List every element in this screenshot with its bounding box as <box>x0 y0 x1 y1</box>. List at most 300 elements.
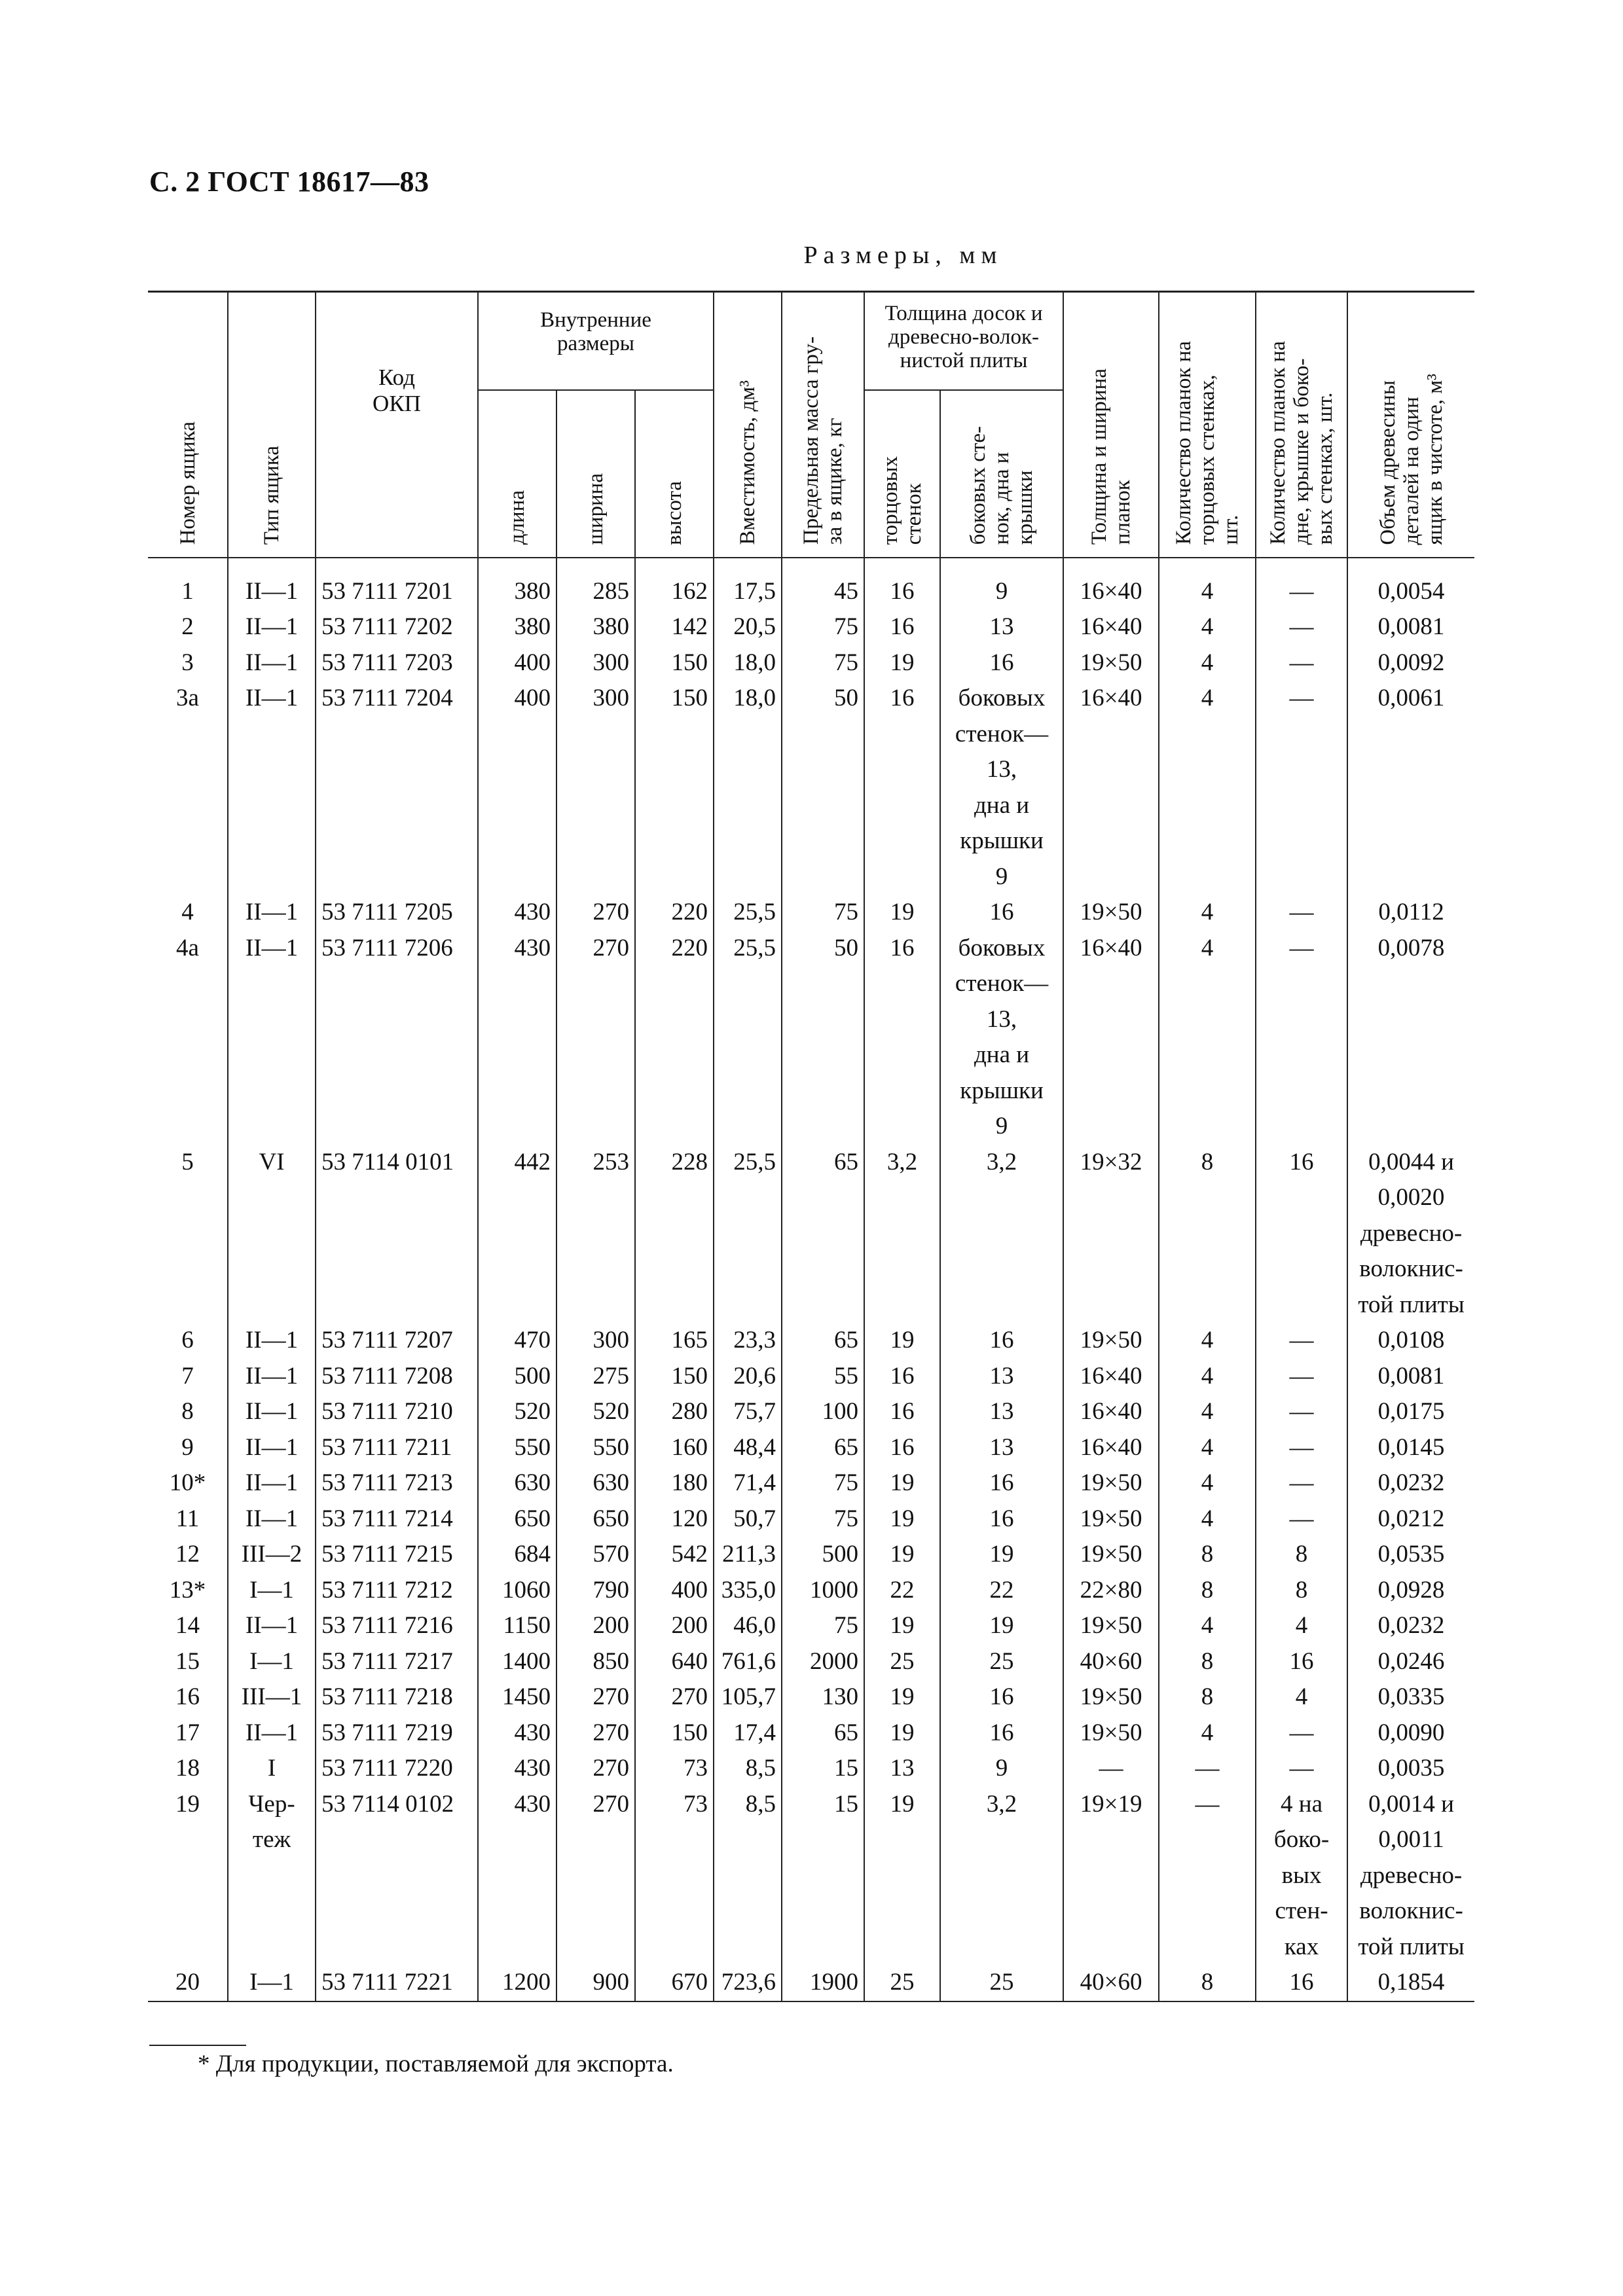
table-row <box>148 1430 1474 1466</box>
cell-h: 150 <box>635 1359 714 1395</box>
cell-type: II—1 <box>228 895 316 931</box>
cell-l: 470 <box>478 1323 556 1359</box>
cell-h: 220 <box>635 895 714 931</box>
cell-num: 19 <box>148 1787 228 1965</box>
cell-type: II—1 <box>228 1359 316 1395</box>
cell-w: 300 <box>556 645 635 681</box>
cell-h: 640 <box>635 1644 714 1680</box>
header-slats-end-walls: Количество планок на торцовых стенках, шт. <box>1159 292 1256 558</box>
cell-nside: — <box>1256 1394 1347 1430</box>
cell-vol: 0,0081 <box>1347 1359 1474 1395</box>
cell-mass: 65 <box>782 1145 864 1323</box>
cell-num: 5 <box>148 1145 228 1323</box>
cell-vol: 0,0246 <box>1347 1644 1474 1680</box>
cell-w: 285 <box>556 558 635 610</box>
cell-l: 400 <box>478 681 556 895</box>
cell-mass: 500 <box>782 1537 864 1573</box>
cell-tside: 19 <box>940 1608 1063 1644</box>
cell-nend: 4 <box>1159 1394 1256 1430</box>
cell-nside: — <box>1256 645 1347 681</box>
cell-h: 73 <box>635 1751 714 1787</box>
table-row <box>148 1537 1474 1573</box>
footnote: * Для продукции, поставляемой для экспорта. <box>198 2051 674 2077</box>
cell-okp: 53 7111 7212 <box>316 1573 478 1609</box>
cell-tend: 3,2 <box>864 1145 940 1323</box>
table-row <box>148 1608 1474 1644</box>
cell-type: II—1 <box>228 1430 316 1466</box>
cell-slat: 16×40 <box>1063 1394 1159 1430</box>
cell-l: 430 <box>478 1787 556 1965</box>
cell-slat: 19×50 <box>1063 1679 1159 1715</box>
cell-mass: 15 <box>782 1787 864 1965</box>
cell-nside: 16 <box>1256 1145 1347 1323</box>
cell-tside: 13 <box>940 609 1063 645</box>
cell-l: 1150 <box>478 1608 556 1644</box>
cell-slat: 19×50 <box>1063 895 1159 931</box>
cell-w: 550 <box>556 1430 635 1466</box>
table-row <box>148 1465 1474 1501</box>
cell-tend: 16 <box>864 931 940 1145</box>
cell-slat: 19×50 <box>1063 1715 1159 1751</box>
header-height: высота <box>635 390 714 558</box>
cell-cap: 20,5 <box>714 609 782 645</box>
cell-nside: 8 <box>1256 1573 1347 1609</box>
table-row <box>148 1644 1474 1680</box>
cell-h: 150 <box>635 645 714 681</box>
cell-slat: 40×60 <box>1063 1644 1159 1680</box>
cell-slat: 19×50 <box>1063 1323 1159 1359</box>
cell-tside: 9 <box>940 558 1063 610</box>
cell-cap: 335,0 <box>714 1573 782 1609</box>
cell-num: 9 <box>148 1430 228 1466</box>
cell-type: II—1 <box>228 681 316 895</box>
cell-cap: 46,0 <box>714 1608 782 1644</box>
cell-num: 3а <box>148 681 228 895</box>
cell-w: 300 <box>556 1323 635 1359</box>
cell-vol: 0,0145 <box>1347 1430 1474 1466</box>
cell-tend: 19 <box>864 1323 940 1359</box>
cell-okp: 53 7111 7221 <box>316 1965 478 2001</box>
cell-cap: 8,5 <box>714 1787 782 1965</box>
table-row <box>148 1501 1474 1537</box>
table-row <box>148 1573 1474 1609</box>
cell-h: 160 <box>635 1430 714 1466</box>
header-max-load-mass: Предельная масса гру- за в ящике, кг <box>782 292 864 558</box>
cell-nside: 16 <box>1256 1965 1347 2001</box>
cell-nend: 4 <box>1159 1608 1256 1644</box>
cell-type: I <box>228 1751 316 1787</box>
cell-nside: — <box>1256 895 1347 931</box>
cell-cap: 25,5 <box>714 1145 782 1323</box>
cell-nside: 4 <box>1256 1608 1347 1644</box>
cell-vol: 0,0061 <box>1347 681 1474 895</box>
table-body <box>148 558 1474 2001</box>
cell-nside: — <box>1256 1323 1347 1359</box>
cell-okp: 53 7111 7214 <box>316 1501 478 1537</box>
cell-cap: 20,6 <box>714 1359 782 1395</box>
cell-tside: 22 <box>940 1573 1063 1609</box>
cell-type: VI <box>228 1145 316 1323</box>
cell-l: 400 <box>478 645 556 681</box>
cell-nend: 8 <box>1159 1679 1256 1715</box>
cell-tside: 3,2 <box>940 1787 1063 1965</box>
cell-num: 2 <box>148 609 228 645</box>
cell-nside: — <box>1256 681 1347 895</box>
cell-h: 73 <box>635 1787 714 1965</box>
cell-l: 380 <box>478 558 556 610</box>
cell-mass: 2000 <box>782 1644 864 1680</box>
header-box-type: Тип ящика <box>228 292 316 558</box>
cell-cap: 18,0 <box>714 681 782 895</box>
cell-type: II—1 <box>228 1501 316 1537</box>
cell-nside: — <box>1256 609 1347 645</box>
table-row <box>148 931 1474 1145</box>
cell-vol: 0,0044 и 0,0020 древесно- волокнис- той плиты <box>1347 1145 1474 1323</box>
cell-tside: 16 <box>940 895 1063 931</box>
cell-vol: 0,0081 <box>1347 609 1474 645</box>
cell-num: 13* <box>148 1573 228 1609</box>
cell-h: 150 <box>635 1715 714 1751</box>
cell-mass: 1900 <box>782 1965 864 2001</box>
cell-num: 18 <box>148 1751 228 1787</box>
cell-nend: 8 <box>1159 1145 1256 1323</box>
cell-num: 16 <box>148 1679 228 1715</box>
cell-w: 520 <box>556 1394 635 1430</box>
cell-nside: — <box>1256 1751 1347 1787</box>
cell-type: Чер- теж <box>228 1787 316 1965</box>
cell-num: 15 <box>148 1644 228 1680</box>
cell-vol: 0,0035 <box>1347 1751 1474 1787</box>
cell-w: 300 <box>556 681 635 895</box>
cell-l: 430 <box>478 1751 556 1787</box>
cell-l: 430 <box>478 895 556 931</box>
header-slat-size: Толщина и ширина планок <box>1063 292 1159 558</box>
cell-tside: 16 <box>940 1501 1063 1537</box>
cell-vol: 0,0078 <box>1347 931 1474 1145</box>
cell-num: 17 <box>148 1715 228 1751</box>
cell-l: 1060 <box>478 1573 556 1609</box>
table-row <box>148 1323 1474 1359</box>
cell-slat: 19×50 <box>1063 1608 1159 1644</box>
dimensions-caption: Размеры, мм <box>803 242 1003 269</box>
cell-cap: 71,4 <box>714 1465 782 1501</box>
cell-h: 228 <box>635 1145 714 1323</box>
cell-tside: 3,2 <box>940 1145 1063 1323</box>
cell-nend: 4 <box>1159 681 1256 895</box>
cell-vol: 0,0212 <box>1347 1501 1474 1537</box>
cell-vol: 0,0108 <box>1347 1323 1474 1359</box>
cell-tend: 19 <box>864 1501 940 1537</box>
cell-cap: 48,4 <box>714 1430 782 1466</box>
table-row <box>148 645 1474 681</box>
cell-cap: 17,5 <box>714 558 782 610</box>
cell-slat: 16×40 <box>1063 609 1159 645</box>
cell-mass: 50 <box>782 681 864 895</box>
cell-l: 1400 <box>478 1644 556 1680</box>
cell-num: 1 <box>148 558 228 610</box>
cell-l: 630 <box>478 1465 556 1501</box>
cell-nend: 4 <box>1159 1430 1256 1466</box>
cell-nend: 4 <box>1159 895 1256 931</box>
cell-nend: 8 <box>1159 1965 1256 2001</box>
cell-mass: 130 <box>782 1679 864 1715</box>
cell-num: 6 <box>148 1323 228 1359</box>
cell-nend: 8 <box>1159 1644 1256 1680</box>
cell-num: 4 <box>148 895 228 931</box>
cell-nend: 4 <box>1159 1715 1256 1751</box>
cell-cap: 75,7 <box>714 1394 782 1430</box>
cell-w: 270 <box>556 895 635 931</box>
cell-vol: 0,0090 <box>1347 1715 1474 1751</box>
cell-tside: 13 <box>940 1430 1063 1466</box>
cell-slat: 16×40 <box>1063 681 1159 895</box>
cell-nside: — <box>1256 1430 1347 1466</box>
cell-l: 500 <box>478 1359 556 1395</box>
cell-slat: 19×50 <box>1063 1537 1159 1573</box>
cell-vol: 0,0092 <box>1347 645 1474 681</box>
cell-tend: 19 <box>864 1715 940 1751</box>
cell-okp: 53 7111 7217 <box>316 1644 478 1680</box>
cell-h: 400 <box>635 1573 714 1609</box>
cell-nend: 4 <box>1159 645 1256 681</box>
cell-tend: 19 <box>864 895 940 931</box>
cell-num: 4а <box>148 931 228 1145</box>
cell-num: 11 <box>148 1501 228 1537</box>
header-wood-volume: Объем древесины деталей на один ящик в чистоте, м³ <box>1347 292 1474 558</box>
cell-type: II—1 <box>228 609 316 645</box>
cell-tside: 16 <box>940 1323 1063 1359</box>
cell-mass: 65 <box>782 1430 864 1466</box>
cell-l: 430 <box>478 931 556 1145</box>
cell-slat: 19×50 <box>1063 645 1159 681</box>
cell-tend: 16 <box>864 1359 940 1395</box>
header-box-number: Номер ящика <box>148 292 228 558</box>
cell-okp: 53 7111 7219 <box>316 1715 478 1751</box>
cell-slat: 16×40 <box>1063 558 1159 610</box>
cell-nside: 16 <box>1256 1644 1347 1680</box>
cell-tside: боковых стенок— 13, дна и крышки 9 <box>940 931 1063 1145</box>
header-internal-dimensions: Внутренние размеры <box>478 292 714 390</box>
cell-slat: 19×50 <box>1063 1501 1159 1537</box>
cell-type: II—1 <box>228 558 316 610</box>
cell-h: 670 <box>635 1965 714 2001</box>
cell-okp: 53 7111 7220 <box>316 1751 478 1787</box>
cell-mass: 1000 <box>782 1573 864 1609</box>
cell-okp: 53 7111 7213 <box>316 1465 478 1501</box>
cell-cap: 211,3 <box>714 1537 782 1573</box>
cell-nend: 4 <box>1159 609 1256 645</box>
cell-num: 14 <box>148 1608 228 1644</box>
cell-tside: 25 <box>940 1644 1063 1680</box>
cell-okp: 53 7111 7216 <box>316 1608 478 1644</box>
cell-h: 162 <box>635 558 714 610</box>
header-okp-code: Код ОКП <box>316 292 478 558</box>
cell-okp: 53 7114 0101 <box>316 1145 478 1323</box>
cell-w: 790 <box>556 1573 635 1609</box>
cell-mass: 75 <box>782 609 864 645</box>
cell-cap: 25,5 <box>714 895 782 931</box>
cell-okp: 53 7111 7211 <box>316 1430 478 1466</box>
cell-tside: 9 <box>940 1751 1063 1787</box>
cell-nend: 4 <box>1159 558 1256 610</box>
cell-type: II—1 <box>228 1608 316 1644</box>
cell-w: 253 <box>556 1145 635 1323</box>
cell-h: 120 <box>635 1501 714 1537</box>
cell-mass: 75 <box>782 895 864 931</box>
cell-nside: — <box>1256 1715 1347 1751</box>
cell-h: 150 <box>635 681 714 895</box>
cell-h: 142 <box>635 609 714 645</box>
cell-tend: 13 <box>864 1751 940 1787</box>
cell-tside: 25 <box>940 1965 1063 2001</box>
cell-mass: 65 <box>782 1715 864 1751</box>
cell-slat: 40×60 <box>1063 1965 1159 2001</box>
cell-num: 7 <box>148 1359 228 1395</box>
header-width: ширина <box>556 390 635 558</box>
cell-l: 380 <box>478 609 556 645</box>
cell-cap: 25,5 <box>714 931 782 1145</box>
cell-mass: 55 <box>782 1359 864 1395</box>
cell-vol: 0,0112 <box>1347 895 1474 931</box>
cell-cap: 761,6 <box>714 1644 782 1680</box>
cell-l: 650 <box>478 1501 556 1537</box>
cell-w: 270 <box>556 1679 635 1715</box>
cell-okp: 53 7111 7210 <box>316 1394 478 1430</box>
cell-h: 270 <box>635 1679 714 1715</box>
cell-tend: 19 <box>864 1537 940 1573</box>
cell-vol: 0,0335 <box>1347 1679 1474 1715</box>
cell-w: 270 <box>556 1787 635 1965</box>
cell-l: 550 <box>478 1430 556 1466</box>
cell-tside: 13 <box>940 1394 1063 1430</box>
cell-h: 200 <box>635 1608 714 1644</box>
cell-mass: 75 <box>782 645 864 681</box>
cell-tside: 13 <box>940 1359 1063 1395</box>
cell-nend: 4 <box>1159 1465 1256 1501</box>
cell-vol: 0,0175 <box>1347 1394 1474 1430</box>
cell-cap: 105,7 <box>714 1679 782 1715</box>
cell-mass: 45 <box>782 558 864 610</box>
table-row <box>148 558 1474 610</box>
cell-okp: 53 7111 7205 <box>316 895 478 931</box>
box-dimensions-table-wrapper <box>148 291 1474 2002</box>
cell-tside: 16 <box>940 1679 1063 1715</box>
cell-tend: 25 <box>864 1965 940 2001</box>
cell-num: 12 <box>148 1537 228 1573</box>
cell-type: III—1 <box>228 1679 316 1715</box>
cell-mass: 15 <box>782 1751 864 1787</box>
cell-type: II—1 <box>228 1715 316 1751</box>
footnote-rule <box>149 2045 246 2046</box>
cell-slat: 19×19 <box>1063 1787 1159 1965</box>
cell-nend: 8 <box>1159 1537 1256 1573</box>
cell-okp: 53 7111 7218 <box>316 1679 478 1715</box>
cell-w: 900 <box>556 1965 635 2001</box>
cell-tend: 25 <box>864 1644 940 1680</box>
table-row <box>148 1965 1474 2001</box>
cell-w: 270 <box>556 931 635 1145</box>
cell-vol: 0,0014 и 0,0011 древесно- волокнис- той плиты <box>1347 1787 1474 1965</box>
cell-okp: 53 7111 7201 <box>316 558 478 610</box>
cell-tend: 16 <box>864 558 940 610</box>
cell-num: 10* <box>148 1465 228 1501</box>
table-row <box>148 609 1474 645</box>
cell-vol: 0,0928 <box>1347 1573 1474 1609</box>
cell-tside: боковых стенок— 13, дна и крышки 9 <box>940 681 1063 895</box>
header-capacity: Вместимость, дм³ <box>714 292 782 558</box>
cell-l: 442 <box>478 1145 556 1323</box>
page-header: С. 2 ГОСТ 18617—83 <box>149 166 429 198</box>
cell-vol: 0,0054 <box>1347 558 1474 610</box>
cell-tend: 16 <box>864 1430 940 1466</box>
cell-mass: 50 <box>782 931 864 1145</box>
cell-mass: 65 <box>782 1323 864 1359</box>
cell-nend: 4 <box>1159 1323 1256 1359</box>
cell-l: 1200 <box>478 1965 556 2001</box>
cell-w: 650 <box>556 1501 635 1537</box>
cell-nside: — <box>1256 1465 1347 1501</box>
header-side-walls: боковых сте- нок, дна и крышки <box>940 390 1063 558</box>
cell-h: 165 <box>635 1323 714 1359</box>
cell-nside: — <box>1256 1359 1347 1395</box>
cell-tend: 19 <box>864 1465 940 1501</box>
cell-cap: 17,4 <box>714 1715 782 1751</box>
table-row <box>148 1751 1474 1787</box>
cell-type: I—1 <box>228 1644 316 1680</box>
table-header <box>148 292 1474 558</box>
cell-tside: 16 <box>940 645 1063 681</box>
cell-w: 200 <box>556 1608 635 1644</box>
cell-w: 270 <box>556 1715 635 1751</box>
cell-type: II—1 <box>228 1323 316 1359</box>
cell-w: 850 <box>556 1644 635 1680</box>
cell-h: 180 <box>635 1465 714 1501</box>
table-row <box>148 1394 1474 1430</box>
table-row <box>148 1787 1474 1965</box>
box-dimensions-table <box>148 291 1474 2002</box>
cell-tside: 19 <box>940 1537 1063 1573</box>
cell-nend: 4 <box>1159 931 1256 1145</box>
cell-okp: 53 7111 7208 <box>316 1359 478 1395</box>
cell-slat: 19×50 <box>1063 1465 1159 1501</box>
cell-h: 542 <box>635 1537 714 1573</box>
cell-cap: 23,3 <box>714 1323 782 1359</box>
cell-cap: 8,5 <box>714 1751 782 1787</box>
cell-type: II—1 <box>228 1465 316 1501</box>
cell-okp: 53 7111 7206 <box>316 931 478 1145</box>
cell-tend: 19 <box>864 645 940 681</box>
cell-slat: — <box>1063 1751 1159 1787</box>
cell-nend: 4 <box>1159 1359 1256 1395</box>
cell-type: I—1 <box>228 1573 316 1609</box>
cell-nside: 8 <box>1256 1537 1347 1573</box>
cell-tside: 16 <box>940 1465 1063 1501</box>
cell-num: 20 <box>148 1965 228 2001</box>
cell-tend: 19 <box>864 1787 940 1965</box>
cell-type: III—2 <box>228 1537 316 1573</box>
table-row <box>148 895 1474 931</box>
table-row <box>148 1145 1474 1323</box>
cell-vol: 0,0535 <box>1347 1537 1474 1573</box>
cell-slat: 19×32 <box>1063 1145 1159 1323</box>
cell-l: 430 <box>478 1715 556 1751</box>
table-row <box>148 681 1474 895</box>
cell-l: 1450 <box>478 1679 556 1715</box>
table-row <box>148 1715 1474 1751</box>
cell-slat: 16×40 <box>1063 931 1159 1145</box>
header-end-walls: торцовых стенок <box>864 390 940 558</box>
cell-slat: 16×40 <box>1063 1359 1159 1395</box>
